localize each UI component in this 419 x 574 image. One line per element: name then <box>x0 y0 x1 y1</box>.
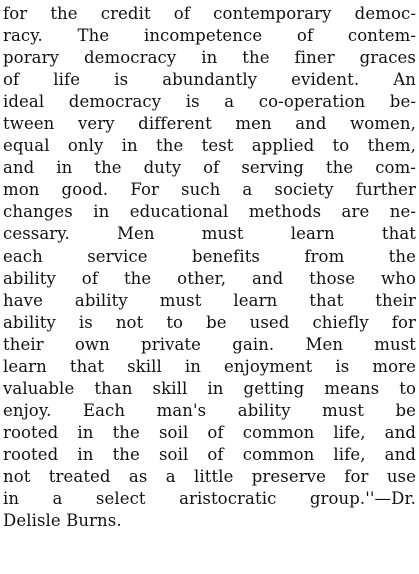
text-line: equal only in the test applied to them, <box>3 136 416 156</box>
text-line: for the credit of contemporary democ- <box>3 4 416 23</box>
text-line: have ability must learn that their <box>3 290 416 310</box>
text-line: not treated as a little preserve for use <box>3 466 416 486</box>
text-line: of life is abundantly evident. An <box>3 70 416 90</box>
text-line: cessary. Men must learn that <box>3 224 416 244</box>
text-line: ability of the other, and those who <box>3 268 416 288</box>
text-line: valuable than skill in getting means to <box>3 378 416 398</box>
text-line: changes in educational methods are ne- <box>3 202 416 222</box>
text-line: tween very different men and women, <box>3 114 416 134</box>
text-line: each service benefits from the <box>3 246 416 266</box>
text-line-last: Delisle Burns. <box>3 511 122 531</box>
text-line: and in the duty of serving the com- <box>3 158 416 178</box>
text-line: enjoy. Each man's ability must be <box>3 400 416 420</box>
text-line: in a select aristocratic group.''—Dr. <box>3 489 416 509</box>
text-line: learn that skill in enjoyment is more <box>3 356 416 376</box>
text-line: porary democracy in the finer graces <box>3 48 416 68</box>
text-line: racy. The incompetence of contem- <box>3 26 416 46</box>
text-line: rooted in the soil of common life, and <box>3 444 416 464</box>
article-text <box>3 3 416 532</box>
text-line: ideal democracy is a co-operation be- <box>3 92 416 112</box>
text-line: ability is not to be used chiefly for <box>3 312 416 332</box>
text-line: mon good. For such a society further <box>3 180 416 200</box>
text-line: their own private gain. Men must <box>3 334 416 354</box>
text-line: rooted in the soil of common life, and <box>3 422 416 442</box>
